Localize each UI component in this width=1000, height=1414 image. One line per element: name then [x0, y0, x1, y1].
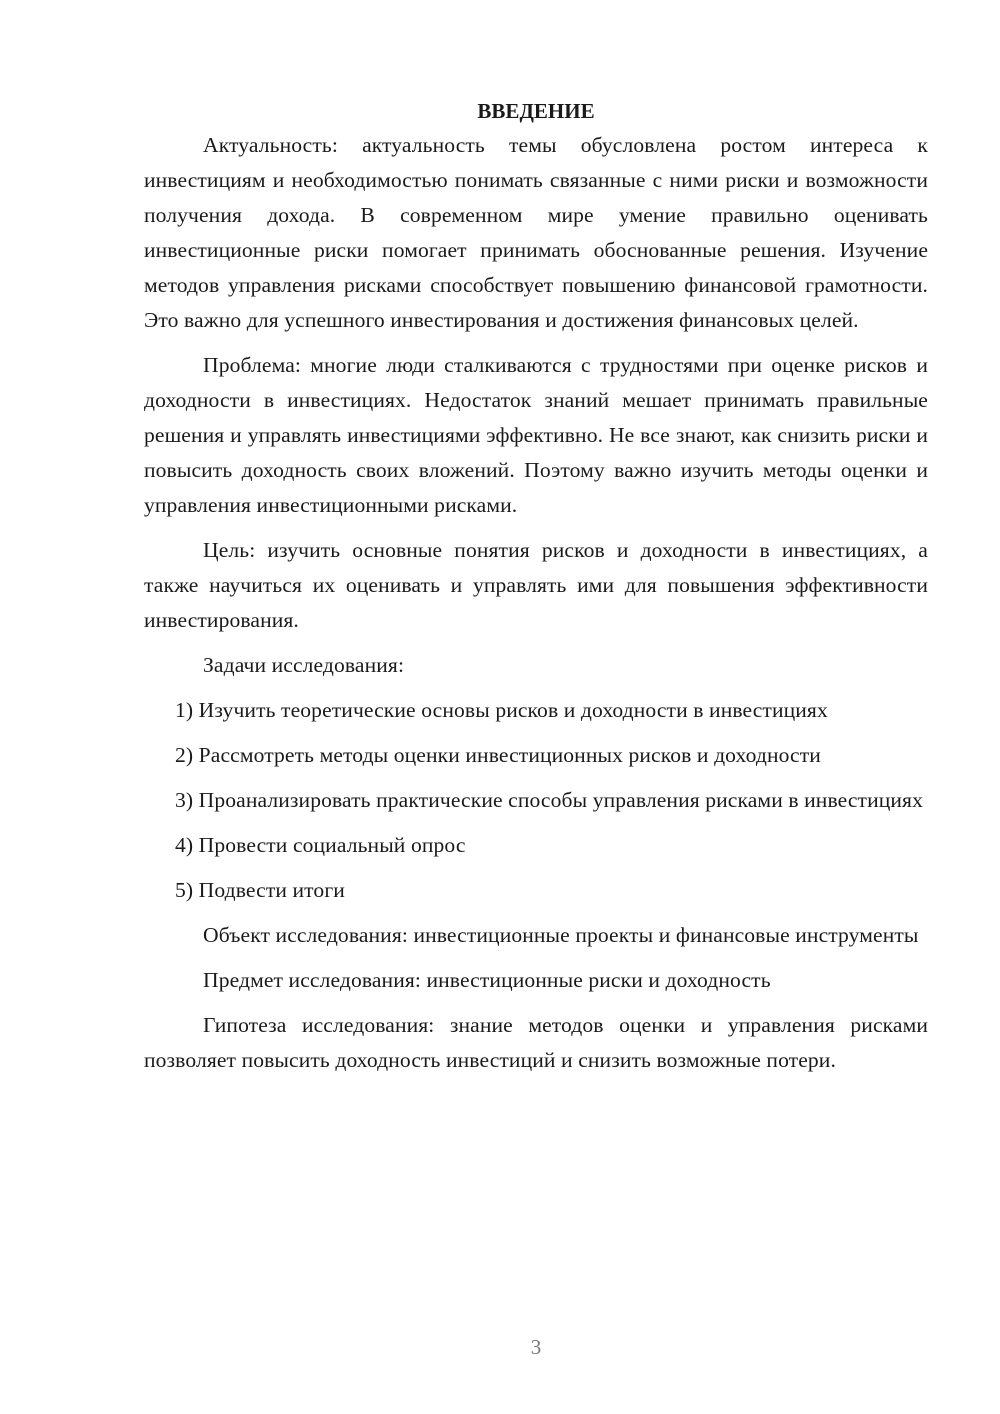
task-item-3: 3) Проанализировать практические способы управления рисками в инвестициях: [175, 788, 923, 812]
section-heading: ВВЕДЕНИЕ: [477, 99, 595, 123]
paragraph-tasks-title: Задачи исследования:: [203, 653, 405, 677]
paragraph-goal: Цель: изучить основные понятия рисков и доходности в инвестициях, а также научиться их оценивать и управлять ими для повышения эффективности инвестирования.: [144, 538, 928, 632]
page-content: [144, 95, 928, 1088]
task-item-5: 5) Подвести итоги: [175, 878, 345, 902]
task-item-1: 1) Изучить теоретические основы рисков и доходности в инвестициях: [175, 698, 828, 722]
paragraph-subject: Предмет исследования: инвестиционные риски и доходность: [203, 968, 771, 992]
task-item-2: 2) Рассмотреть методы оценки инвестиционных рисков и доходности: [175, 743, 821, 767]
paragraph-problem: Проблема: многие люди сталкиваются с трудностями при оценке рисков и доходности в инвестициях. Недостаток знаний мешает принимать правильные решения и управлять инвестициями эффективно. Не все знают, как снизить риски и повысить доходность своих вложений. Поэтому важно изучить методы оценки и управления инвестиционными рисками.: [144, 353, 928, 517]
paragraph-relevance: Актуальность: актуальность темы обусловлена ростом интереса к инвестициям и необходимостью понимать связанные с ними риски и возможности получения дохода. В современном мире умение правильно оценивать инвестиционные риски помогает принимать обоснованные решения. Изучение методов управления рисками способствует повышению финансовой грамотности. Это важно для успешного инвестирования и достижения финансовых целей.: [144, 133, 928, 332]
task-item-4: 4) Провести социальный опрос: [175, 833, 466, 857]
page-number: 3: [530, 1335, 542, 1359]
paragraph-hypothesis: Гипотеза исследования: знание методов оценки и управления рисками позволяет повысить доходность инвестиций и снизить возможные потери.: [144, 1013, 928, 1072]
paragraph-object: Объект исследования: инвестиционные проекты и финансовые инструменты: [203, 923, 919, 947]
